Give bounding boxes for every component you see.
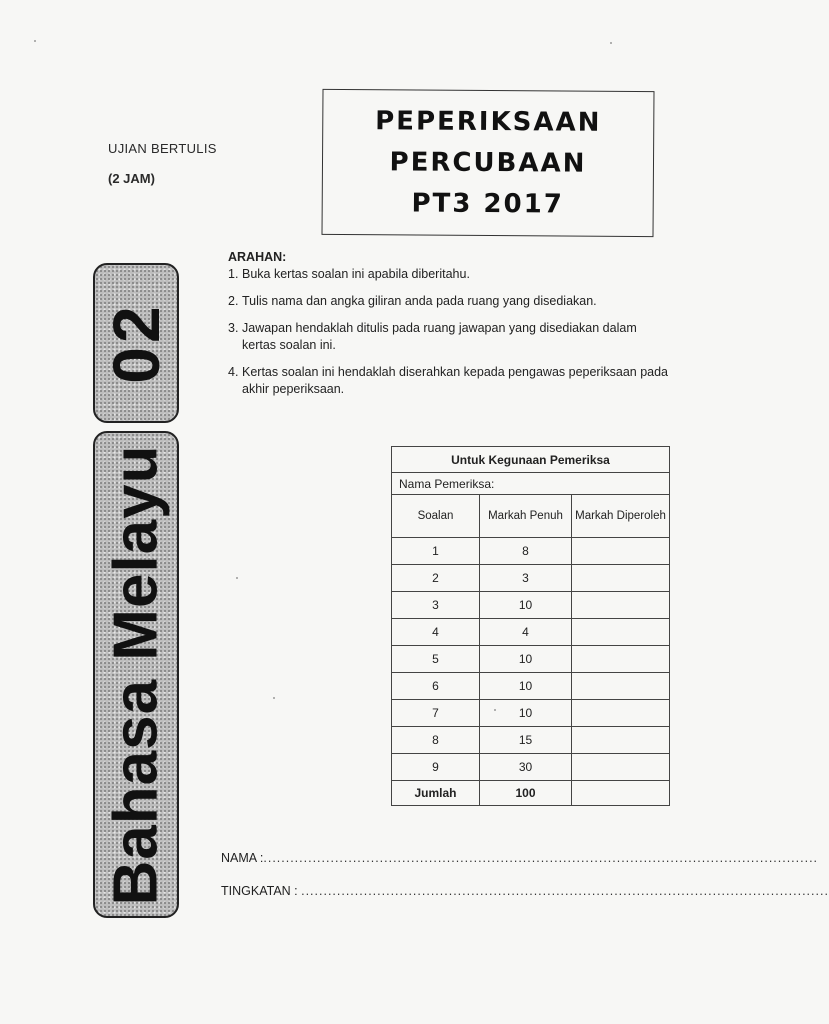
- question-number: 2: [392, 565, 480, 592]
- full-marks: 30: [480, 754, 572, 781]
- full-marks: 10: [480, 592, 572, 619]
- exam-title-line: PEPERIKSAAN: [375, 105, 602, 138]
- instruction-number: 1.: [228, 267, 239, 281]
- total-row: [392, 781, 670, 806]
- question-number: 3: [392, 592, 480, 619]
- subject-spine: [93, 263, 179, 918]
- instruction-text: Kertas soalan ini hendaklah diserahkan kepada pengawas peperiksaan pada akhir peperiksaan.: [242, 365, 669, 396]
- form-field[interactable]: [221, 884, 829, 898]
- table-row: [392, 754, 670, 781]
- full-marks: 10: [480, 700, 572, 727]
- name-label: NAMA :: [221, 851, 264, 865]
- obtained-marks: [572, 646, 670, 673]
- paper-code-block: [93, 263, 179, 423]
- table-row: [392, 592, 670, 619]
- instruction-text: Buka kertas soalan ini apabila diberitahu.: [242, 267, 470, 281]
- name-field[interactable]: [221, 851, 818, 865]
- instructions-list: [228, 266, 668, 398]
- table-row: [392, 700, 670, 727]
- instruction-number: 3.: [228, 321, 239, 335]
- full-marks: 4: [480, 619, 572, 646]
- instruction-text: Tulis nama dan angka giliran anda pada ruang yang disediakan.: [242, 294, 597, 308]
- question-number: 1: [392, 538, 480, 565]
- total-full-marks: 100: [480, 781, 572, 806]
- instruction-item: [228, 293, 668, 310]
- full-marks: 8: [480, 538, 572, 565]
- obtained-marks: [572, 538, 670, 565]
- column-header-question: Soalan: [392, 495, 480, 538]
- table-row: [392, 646, 670, 673]
- scan-speck: [236, 577, 238, 579]
- full-marks: 15: [480, 727, 572, 754]
- question-number: 4: [392, 619, 480, 646]
- question-number: 8: [392, 727, 480, 754]
- question-number: 9: [392, 754, 480, 781]
- instructions: [228, 250, 668, 408]
- obtained-marks: [572, 727, 670, 754]
- obtained-marks: [572, 754, 670, 781]
- instruction-number: 2.: [228, 294, 239, 308]
- obtained-marks: [572, 619, 670, 646]
- exam-title-box: [321, 89, 654, 237]
- paper-code: 02: [99, 302, 173, 384]
- table-row: [392, 673, 670, 700]
- column-header-obtained-marks: Markah Diperoleh: [572, 495, 670, 538]
- scan-speck: [273, 697, 275, 699]
- obtained-marks: [572, 565, 670, 592]
- form-blank-line[interactable]: ......................................................................................................................: [301, 884, 829, 898]
- question-number: 5: [392, 646, 480, 673]
- exam-title-line: PERCUBAAN: [389, 146, 587, 179]
- exam-duration: (2 JAM): [108, 171, 155, 186]
- table-row: [392, 619, 670, 646]
- question-number: 7: [392, 700, 480, 727]
- total-label: Jumlah: [392, 781, 480, 806]
- instruction-number: 4.: [228, 365, 239, 379]
- column-header-full-marks: Markah Penuh: [480, 495, 572, 538]
- examiner-name-label: Nama Pemeriksa:: [392, 473, 670, 495]
- instruction-text: Jawapan hendaklah ditulis pada ruang jawapan yang disediakan dalam kertas soalan ini.: [242, 321, 637, 352]
- question-number: 6: [392, 673, 480, 700]
- full-marks: 10: [480, 646, 572, 673]
- instruction-item: [228, 364, 668, 398]
- form-label: TINGKATAN :: [221, 884, 298, 898]
- table-title: Untuk Kegunaan Pemeriksa: [392, 447, 670, 473]
- instruction-item: [228, 320, 668, 354]
- instructions-heading: ARAHAN:: [228, 250, 287, 264]
- table-row: [392, 565, 670, 592]
- total-obtained-marks: [572, 781, 670, 806]
- full-marks: 10: [480, 673, 572, 700]
- exam-type-label: UJIAN BERTULIS: [108, 141, 217, 156]
- exam-title-line: PT3 2017: [411, 187, 564, 220]
- scan-speck: [34, 40, 36, 42]
- obtained-marks: [572, 592, 670, 619]
- instruction-item: [228, 266, 668, 283]
- subject-name-block: [93, 431, 179, 918]
- subject-name: Bahasa Melayu: [101, 444, 171, 905]
- obtained-marks: [572, 673, 670, 700]
- table-row: [392, 538, 670, 565]
- name-blank-line[interactable]: ............................................................................................................................: [263, 851, 819, 865]
- scan-speck: [610, 42, 612, 44]
- obtained-marks: [572, 700, 670, 727]
- examiner-marks-table: [391, 446, 670, 806]
- table-row: [392, 727, 670, 754]
- full-marks: 3: [480, 565, 572, 592]
